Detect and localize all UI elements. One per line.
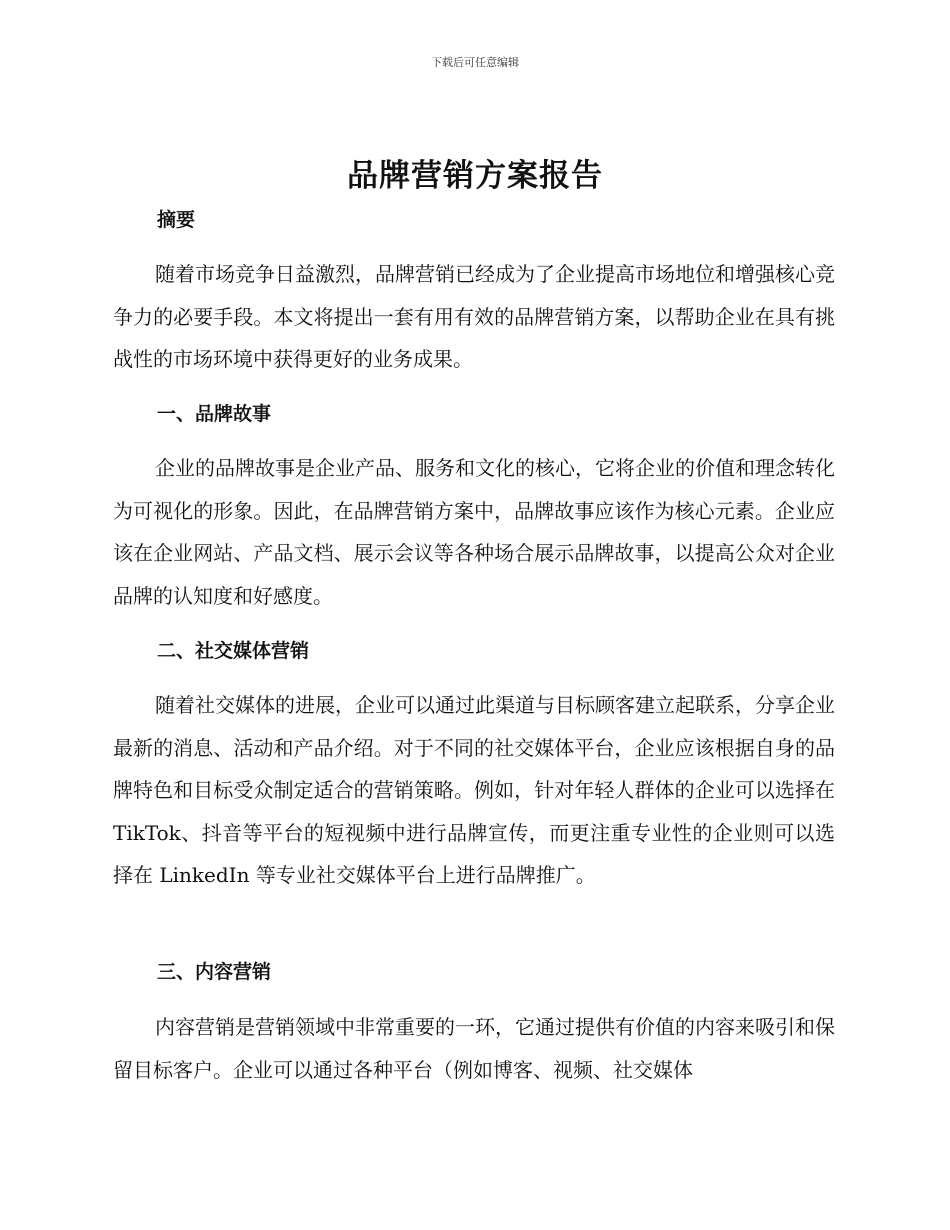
section-heading-content-marketing: 三、内容营销	[157, 961, 272, 983]
header-note: 下载后可任意编辑	[431, 56, 519, 69]
section-paragraph-brand-story: 企业的品牌故事是企业产品、服务和文化的核心，它将企业的价值和理念转化为可视化的形象。因此，在品牌营销方案中，品牌故事应该作为核心元素。企业应该在企业网站、产品文档、展示会议等各种场合展示品牌故事，以提高公众对企业品牌的认知度和好感度。	[113, 456, 835, 608]
section-paragraph-social-media: 随着社交媒体的进展，企业可以通过此渠道与目标顾客建立起联系，分享企业最新的消息、活动和产品介绍。对于不同的社交媒体平台，企业应该根据自身的品牌特色和目标受众制定适合的营销策略。例如，针对年轻人群体的企业可以选择在 TikTok、抖音等平台的短视频中进行品牌宣传，而更注重专业性的企业则可以选择在 LinkedIn 等专业社交媒体平台上进行品牌推广。	[113, 693, 835, 887]
section-heading-social-media: 二、社交媒体营销	[157, 640, 310, 662]
document-title: 品牌营销方案报告	[347, 158, 603, 194]
section-heading-abstract: 摘要	[157, 209, 196, 231]
section-heading-brand-story: 一、品牌故事	[157, 403, 272, 425]
section-paragraph-abstract: 随着市场竞争日益激烈，品牌营销已经成为了企业提高市场地位和增强核心竞争力的必要手段。本文将提出一套有用有效的品牌营销方案，以帮助企业在具有挑战性的市场环境中获得更好的业务成果。	[113, 262, 835, 371]
section-paragraph-content-marketing: 内容营销是营销领域中非常重要的一环，它通过提供有价值的内容来吸引和保留目标客户。企业可以通过各种平台（例如博客、视频、社交媒体	[113, 1015, 835, 1082]
